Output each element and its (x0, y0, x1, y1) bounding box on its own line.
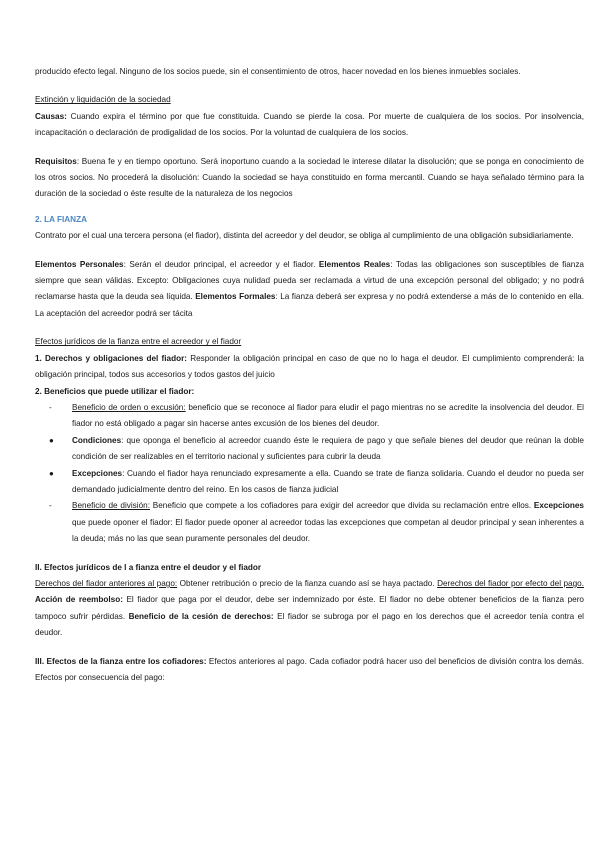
paragraph-definicion-fianza: Contrato por el cual una tercera persona (el fiador), distinta del acreedor y del deudor, se obliga al cumplimiento de una obligación subsidiariamente. (35, 231, 574, 241)
paragraph-intro: producido efecto legal. Ninguno de los socios puede, sin el consentimiento de otros, hacer novedad en los bienes inmuebles sociales. (35, 67, 521, 76)
section-title-efectos-acreedor: Efectos jurídicos de la fianza entre el acreedor y el fiador (35, 337, 242, 347)
section-title-efectos-deudor: II. Efectos jurídicos de l a fianza entre el deudor y el fiador (35, 562, 262, 572)
list-item (35, 498, 584, 547)
paragraph-causas (35, 109, 584, 142)
bullet-label-excepciones: Excepciones (533, 501, 584, 511)
bullet-text-excepciones: que puede oponer el fiador: El fiador puede oponer al acreedor todas las excepciones que competan al deudor principal y sean inherentes a la deuda; más no las que sean puramente personales del deudor. (72, 517, 584, 544)
bullet-label: Beneficio de división: (72, 501, 150, 511)
bullet-label: Excepciones (72, 468, 123, 478)
label-elementos-formales: Elementos Formales (195, 292, 276, 302)
list-item (35, 400, 584, 433)
bullet-text: Beneficio que compete a los cofiadores para exigir del acreedor que divida su reclamación entre ellos. (149, 501, 534, 511)
text-derechos-obligaciones: Responder la obligación principal en caso de que no lo haga el deudor. El cumplimiento comprenderá: la obligación principal, todos sus accesorios y todos gastos del juicio (35, 353, 584, 380)
section-title-extincion: Extinción y liquidación de la sociedad (35, 95, 171, 105)
text-elementos-formales: : La fianza deberá ser expresa y no podrá extenderse a más de lo contenido en ella. La aceptación del acreedor podrá ser tácita (35, 292, 584, 318)
list-item (35, 433, 584, 466)
text-cesion-derechos: El fiador se subroga por el pago en los derechos que el acreedor tenía contra el deudor. (35, 611, 584, 638)
label-derechos-anteriores: Derechos del fiador anteriores al pago: (35, 578, 178, 588)
label-elementos-reales: Elementos Reales (318, 259, 391, 269)
text-requisitos: : Buena fe y en tiempo oportuno. Será inoportuno cuando a la sociedad le interese dilatar la disolución; que se ponga en conocimiento de los otros socios. No procederá la disolución: Cuando la sociedad se haya constituido en forma mercantil. Cuando se haya señalado término para la duración de la sociedad o éste resulte de la naturaleza de los negocios (35, 156, 584, 199)
beneficios-list (35, 400, 584, 548)
text-elementos-personales: : Serán el deudor principal, el acreedor y el fiador. (123, 259, 319, 269)
paragraph-elementos (35, 257, 584, 323)
label-causas: Causas: (35, 111, 67, 121)
label-cesion-derechos: Beneficio de la cesión de derechos: (128, 611, 274, 621)
bullet-text: beneficio que se reconoce al fiador para eludir el pago mientras no se acredite la insolvencia del deudor. El fiador no está obligado a pagar sin hacerse antes excusión de los bienes del deudor. (72, 402, 584, 429)
text-derechos-anteriores: Obtener retribución o precio de la fianza cuando así se haya pactado. (177, 578, 438, 588)
bullet-text: : que oponga el beneficio al acreedor cuando éste le requiera de pago y que señale bienes del deudor que reúnan la doble condición de ser realizables en el territorio nacional y suficientes para cubrir la deuda (72, 435, 584, 462)
bullet-label: Condiciones (72, 435, 122, 445)
label-cofiadores: III. Efectos de la fianza entre los cofiadores: (35, 656, 207, 666)
list-item (35, 466, 584, 499)
paragraph-cofiadores (35, 654, 584, 687)
paragraph-efectos-deudor (35, 576, 584, 642)
text-accion-reembolso: El fiador que paga por el deudor, debe ser indemnizado por éste. El fiador no debe obtener beneficios de la fianza pero tampoco sufrir pérdidas. (35, 595, 584, 621)
bullet-marker: ● (49, 468, 54, 478)
label-elementos-personales: Elementos Personales (35, 259, 124, 269)
bullet-label: Beneficio de orden o excusión: (72, 402, 186, 412)
text-elementos-reales: : Todas las obligaciones son susceptibles de fianza siempre que sean válidas. Excepto: Obligaciones cuya nulidad pueda ser reclamada a virtud de una excepción personal del obligado; y no podrá reclamarse hasta que la deuda sea líquida. (35, 259, 584, 302)
label-beneficios: 2. Beneficios que puede utilizar el fiador: (35, 386, 195, 396)
bullet-marker: ● (49, 435, 54, 445)
paragraph-derechos-fiador (35, 351, 584, 384)
text-cofiadores: Efectos anteriores al pago. Cada cofiador podrá hacer uso del beneficios de división contra los demás. Efectos por consecuencia del pago: (35, 656, 584, 682)
label-derechos-efecto-pago: Derechos del fiador por efecto del pago. (437, 578, 584, 588)
text-causas: Cuando expira el término por que fue constituida. Cuando se pierde la cosa. Por muerte de cualquiera de los socios. Por insolvencia, incapacitación o declaración de prodigalidad de los socios. Por la voluntad de cualquiera de los socios. (35, 111, 584, 138)
bullet-text: : Cuando el fiador haya renunciado expresamente a ella. Cuando se trate de fianza solidaria. Cuando el deudor no pueda ser demandado judicialmente dentro del reino. En los casos de fianza judicial (72, 468, 584, 494)
section-heading-fianza: 2. LA FIANZA (35, 214, 88, 224)
dash-marker: - (49, 501, 52, 511)
label-requisitos: Requisitos (35, 156, 77, 166)
label-accion-reembolso: Acción de reembolso: (35, 595, 123, 605)
paragraph-requisitos (35, 154, 584, 203)
dash-marker: - (49, 402, 52, 412)
label-derechos-obligaciones: 1. Derechos y obligaciones del fiador: (35, 353, 187, 363)
